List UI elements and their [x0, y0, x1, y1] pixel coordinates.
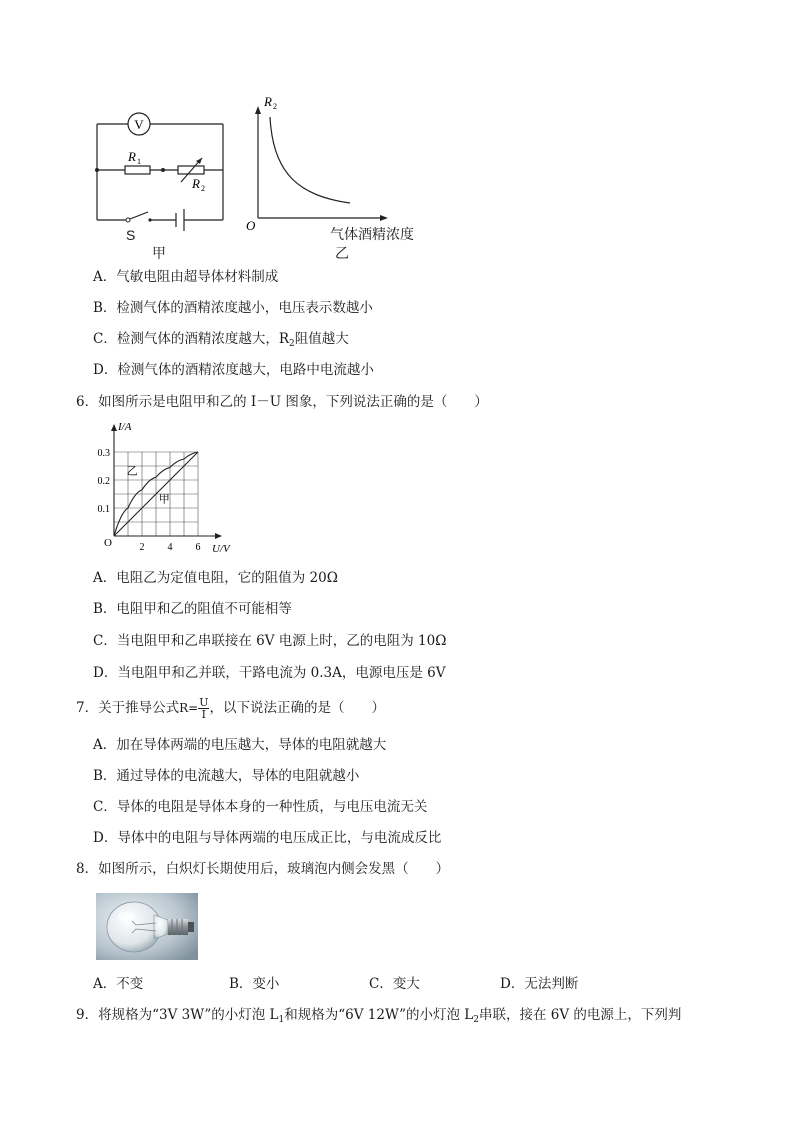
- q9-part-2: 和规格为“6V 12W”的小灯泡 L: [284, 1007, 474, 1023]
- q5-option-a: A．气敏电阻由超导体材料制成: [93, 269, 279, 285]
- r2-concentration-graph: [240, 90, 390, 230]
- r2-label-sub: 2: [201, 184, 205, 193]
- q7-option-b: B．通过导体的电流越大，导体的电阻就越小: [93, 768, 360, 784]
- r2-curve: [270, 117, 350, 203]
- iu-chart: [92, 420, 242, 560]
- circuit-diagram: [88, 108, 238, 263]
- graph-y-label: R: [264, 94, 272, 109]
- q7-option-a: A．加在导体两端的电压越大，导体的电阻就越大: [93, 737, 387, 753]
- q5-option-b: B．检测气体的酒精浓度越小，电压表示数越小: [93, 300, 373, 316]
- q7-formula-fraction: [198, 697, 209, 720]
- q9-sub-2: 2: [473, 1015, 479, 1025]
- q5-option-c-sub: 2: [289, 339, 295, 349]
- r1-label: R: [128, 149, 136, 164]
- x-tick-label: 6: [195, 542, 201, 553]
- q7-stem-post: ，以下说法正确的是（ ）: [209, 700, 385, 716]
- chart-y-axis-arrow: [111, 424, 117, 431]
- light-bulb-image: [96, 893, 198, 960]
- q7-option-c: C．导体的电阻是导体本身的一种性质，与电压电流无关: [93, 799, 428, 815]
- q7-formula-numerator: U: [199, 696, 209, 709]
- q8-option-c: C．变大: [369, 976, 420, 992]
- graph-x-label: 气体酒精浓度: [330, 226, 414, 242]
- q8-option-a: A．不变: [93, 976, 144, 992]
- q6-option-d: D．当电阻甲和乙并联，干路电流为 0.3A，电源电压是 6V: [93, 665, 446, 681]
- series-label-jia: 甲: [158, 493, 170, 506]
- q7-formula-r: R=: [179, 701, 199, 715]
- q7-stem: [76, 697, 385, 720]
- graph-y-label-sub: 2: [273, 102, 277, 111]
- series-label-yi: 乙: [126, 465, 138, 478]
- y-tick-label: 0.1: [97, 504, 110, 515]
- switch-label: S: [126, 227, 136, 243]
- q7-option-d: D．导体中的电阻与导体两端的电压成正比，与电流成反比: [93, 830, 442, 846]
- q5-option-c: [93, 330, 349, 353]
- q6-option-c: C．当电阻甲和乙串联接在 6V 电源上时，乙的电阻为 10Ω: [93, 633, 447, 649]
- q7-formula-denominator: I: [201, 708, 206, 721]
- figure-caption-jia: 甲: [152, 245, 166, 261]
- chart-x-label: U/V: [212, 543, 230, 555]
- graph-origin: O: [246, 218, 256, 230]
- resistor-r1: [125, 166, 150, 174]
- y-tick-label: 0.3: [97, 448, 110, 459]
- r2-label: R: [192, 176, 200, 191]
- q6-option-b: B．电阻甲和乙的阻值不可能相等: [93, 601, 292, 617]
- q5-option-d: D．检测气体的酒精浓度越大，电路中电流越小: [93, 362, 374, 378]
- q8-stem: 8．如图所示，白炽灯长期使用后，玻璃泡内侧会发黑（ ）: [76, 861, 450, 877]
- y-tick-label: 0.2: [97, 476, 110, 487]
- q7-stem-pre: 7．关于推导公式: [76, 700, 180, 716]
- q9-part-3: 串联，接在 6V 的电源上，下列判: [478, 1007, 682, 1023]
- x-tick-label: 4: [167, 542, 173, 553]
- chart-origin: O: [104, 537, 112, 549]
- q5-option-c-tail: 阻值越大: [294, 331, 349, 347]
- q8-option-b: B．变小: [229, 976, 280, 992]
- q9-stem: [76, 1006, 681, 1029]
- q6-option-a: A．电阻乙为定值电阻，它的阻值为 20Ω: [93, 570, 338, 586]
- q9-part-1: 9．将规格为“3V 3W”的小灯泡 L: [76, 1007, 279, 1023]
- figure-caption-yi: 乙: [335, 245, 349, 261]
- q8-option-d: D．无法判断: [500, 976, 579, 992]
- q5-option-c-text: C．检测气体的酒精浓度越大，R: [93, 331, 289, 347]
- voltmeter-label: V: [134, 117, 144, 132]
- q9-sub-1: 1: [278, 1015, 285, 1025]
- chart-y-label: I/A: [118, 421, 132, 433]
- chart-x-axis-arrow: [215, 533, 222, 539]
- q6-stem: 6．如图所示是电阻甲和乙的 I－U 图象，下列说法正确的是（ ）: [76, 394, 488, 410]
- r1-label-sub: 1: [137, 157, 141, 166]
- x-tick-label: 2: [139, 542, 145, 553]
